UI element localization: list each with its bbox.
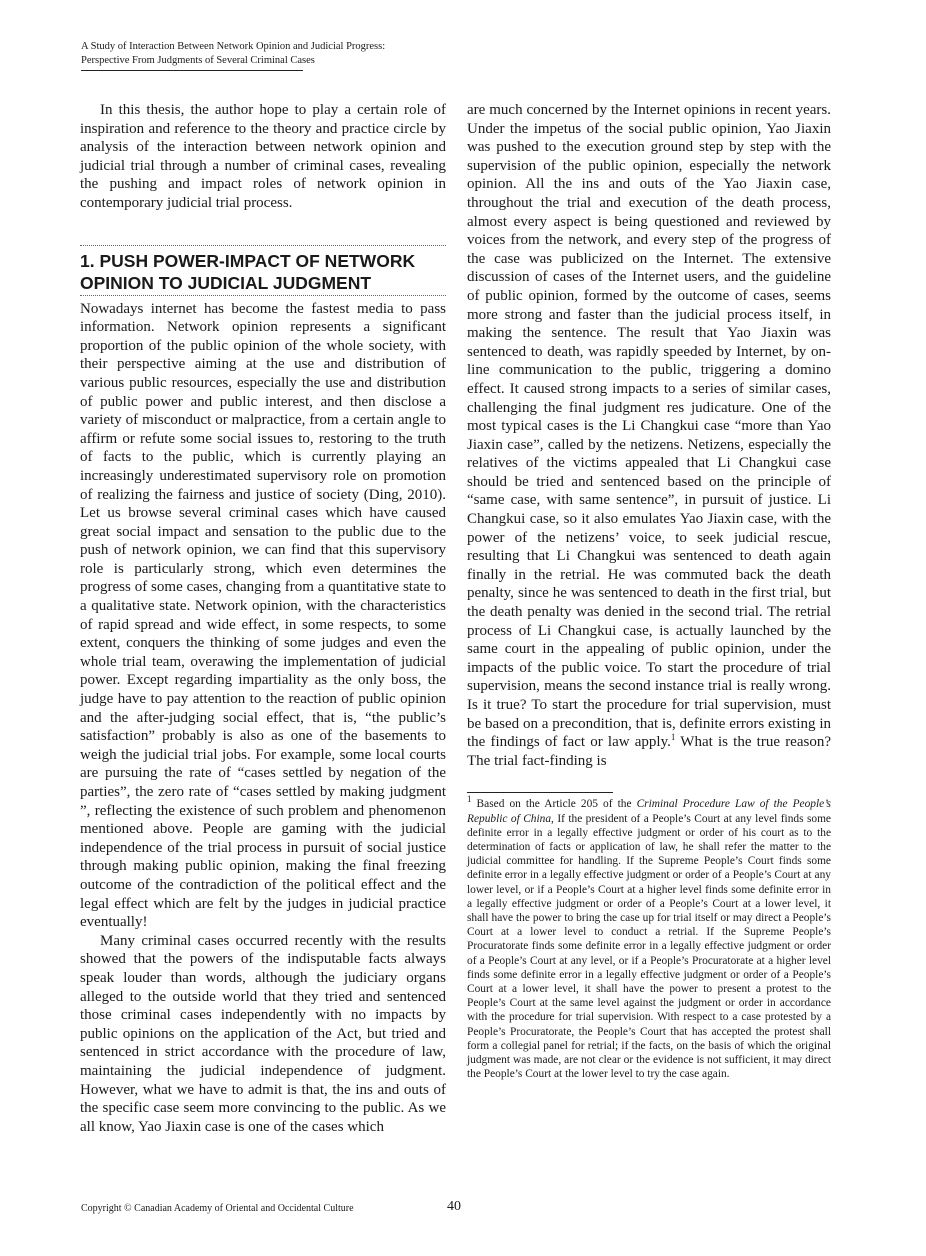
running-header-line-1: A Study of Interaction Between Network Opinion and Judicial Progress: bbox=[81, 41, 386, 52]
section-heading: 1. PUSH POWER-IMPACT OF NETWORK OPINION TO JUDICIAL JUDGMENT bbox=[80, 250, 416, 293]
footnote bbox=[467, 794, 831, 1081]
left-column bbox=[80, 101, 446, 1136]
body-paragraph-1: Nowadays internet has become the fastest media to pass information. Network opinion represents a significant proportion of the public opinion of the whole society, with their perspective aiming at the use and distribution of various public resources, especially the use and distribution of public power and public interest, and then disclose a variety of misconduct or malpractice, from a certain angle to affirm or refute some social issues to, restoring to the truth of facts to the public, which is currently playing an increasingly underestimated supervisory role on promotion of realizing the fairness and justice of society (Ding, 2010). Let us browse several criminal cases which have caused great social impact and sensation to the public due to the push of network opinion, we can find that this supervisory role is particularly strong, which even determines the progress of some cases, changing from a quantitative state to a qualitative state. Network opinion, with the characteristics of rapid spread and wide effect, in some respects, to some extent, conquers the thinking of some judges and even the whole trial team, overawing the implementation of judicial power. Except regarding impartiality as the only boss, the judge have to pay attention to the reaction of public opinion and the after-judging social effect, that is, “the public’s satisfaction” probably is also as one of the basements to weigh the judicial trial jobs. For example, some local courts are pursuing the rate of “cases settled by negation of the parties”, the zero rate of “cases settled by making judgment ”, reflecting the existence of such problem and phenomenon mentioned above. People are gaming with the judicial independence of the trial process in pursuit of social justice through making public opinion, making the final freezing outcome of the contradiction of the political effect and the legal effect which are felt by the judges in judicial practice eventually! bbox=[80, 300, 446, 931]
intro-paragraph: In this thesis, the author hope to play a certain role of inspiration and reference to the theory and practice circle by analysis of the interaction between network opinion and judicial trial through a number of criminal cases, revealing the pushing and impact roles of network opinion in contemporary judicial trial process. bbox=[80, 102, 446, 211]
section-rule-bottom bbox=[80, 295, 446, 296]
footnote-separator bbox=[467, 792, 613, 793]
body-paragraph-main: are much concerned by the Internet opinions in recent years. Under the impetus of the social public opinion, Yao Jiaxin was pushed to the execution ground step by step with the supervision of the public opinion, especially the network opinion. All the ins and outs of the Yao Jiaxin case, throughout the trial and execution of the death process, almost every aspect is being questioned and reviewed by voices from the network, and every step of the progress of the case was publicized on the Internet. The extensive discussion of cases of the Internet users, and the guideline of public opinion, formed by the outcome of cases, seems more strong and faster than the judicial process itself, in making the sentence. The result that Yao Jiaxin was sentenced to death, was rapidly speeded by Internet, by on-line communication to the public, triggering a domino effect. It caused strong impacts to a series of similar cases, challenging the final judgment res judicature. One of the most typical cases is the Li Changkui case “more than Yao Jiaxin case”, called by the netizens. Netizens, especially the relatives of the victims appealed that Li Changkui case should be tried and sentenced based on the principle of “same case, with same sentence”, in pursuit of justice. Li Changkui case, so it also emulates Yao Jiaxin case, with the power of the netizens’ voice, to seek judicial rescue, resulting that Li Changkui was sentenced to death again finally in the retrial. He was commuted back the death penalty, since he was sentenced to death in the first trial, but the death penalty was denied in the second trial. The retrial process of Li Changkui case, is actually launched by the same court in the appealing of public opinion, under the impacts of the public voice. To start the procedure of trial supervision, means the second instance trial is really wrong. Is it true? To start the procedure for trial supervision, must be based on a precondition, that is, definite errors existing in the findings of fact or law apply. bbox=[467, 102, 831, 751]
footnote-number: 1 bbox=[467, 794, 472, 805]
right-column bbox=[467, 101, 831, 1081]
footnote-text-lead: Based on the Article 205 of the bbox=[471, 798, 637, 811]
footnote-reference: 1 bbox=[670, 732, 676, 743]
copyright-footer: Copyright © Canadian Academy of Oriental and Occidental Culture bbox=[81, 1203, 354, 1214]
running-header bbox=[81, 40, 385, 68]
body-paragraph-tail: What is the true reason? The trial fact-finding is bbox=[467, 734, 831, 769]
page-number: 40 bbox=[447, 1199, 461, 1214]
footnote-law-title: Criminal Procedure Law of the People’s Republic of China bbox=[467, 798, 831, 825]
body-paragraph-2: Many criminal cases occurred recently with the results showed that the powers of the indisputable facts always speak louder than words, although the judiciary organs alleged to the outside world that they tried and sentenced those criminal cases independently with no impacts by public opinions on the application of the Act, but tried and sentenced in strict accordance with the procedure of law, maintaining the judicial independence of judgment. However, what we have to admit is that, the ins and outs of the specific case seem more convincing to the public. As we all know, Yao Jiaxin case is one of the cases which bbox=[80, 932, 446, 1135]
body-paragraph-continued bbox=[467, 101, 831, 770]
running-header-line-2: Perspective From Judgments of Several Criminal Cases bbox=[81, 55, 315, 66]
section-rule-top bbox=[80, 245, 446, 246]
footnote-text-body: , If the president of a People’s Court at any level finds some definite error in a legally effective judgment or order of his court as to the determination of facts or application of law, he shall refer the matter to the judicial committee for handling. If the Supreme People’s Court finds some definite error in a legally effective judgment or order of a People’s Court at any lower level, or if a People’s Court at a higher level finds some definite error in a legally effective judgment or order of a People’s Court at a lower level, it shall have the power to bring the case up for trial itself or may direct a People’s Court at a lower level to conduct a retrial. If the Supreme People’s Procuratorate finds some definite error in a legally effective judgment or order of a People’s Court at any level, or if a People’s Procuratorate at a higher level finds some definite error in a legally effective judgment or order of a People’s Court at a lower level, it shall have the power to present a protest to the People’s Court at the same level against the judgment or order in accordance with the procedure for trial supervision. With respect to a case protested by a People’s Procuratorate, the People’s Court that has accepted the protest shall form a collegial panel for retrial; if the facts, on the basis of which the original judgment was made, are not clear or the evidence is not sufficient, it may direct the People’s Court at the lower level to try the case again. bbox=[467, 812, 831, 1081]
header-rule bbox=[81, 70, 303, 71]
